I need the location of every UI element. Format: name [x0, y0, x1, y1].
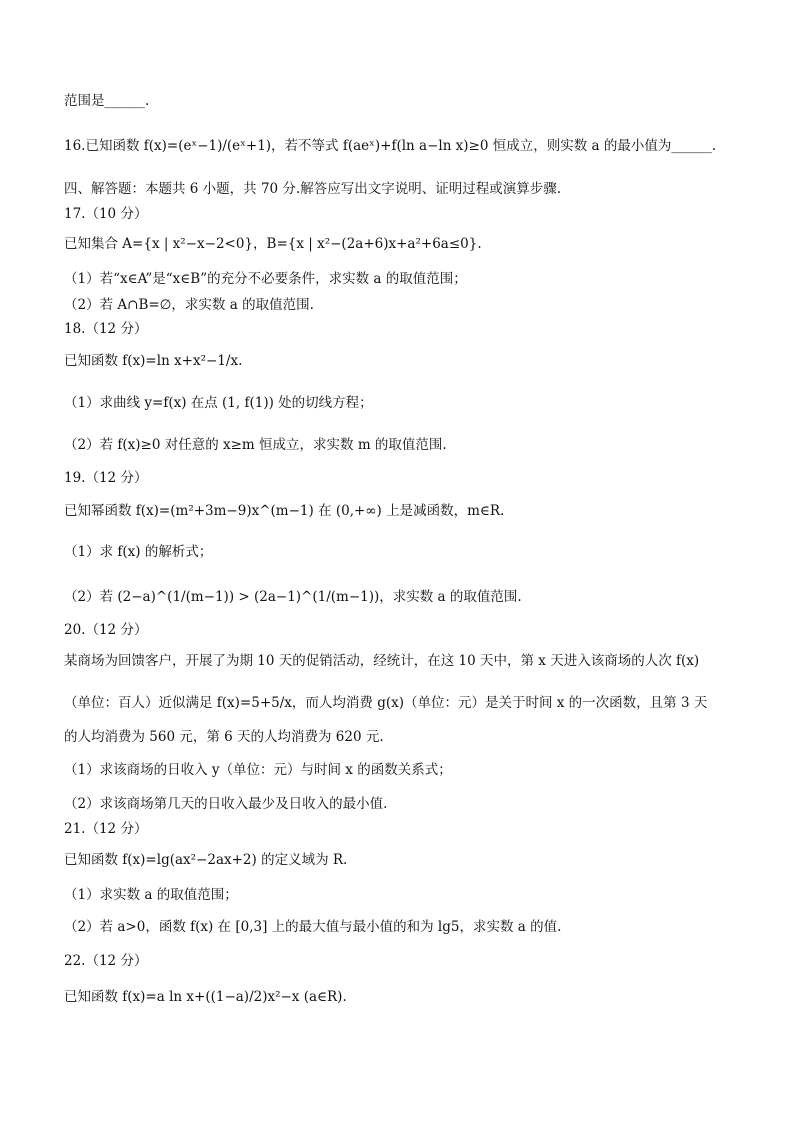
- text-line: （单位：百人）近似满足 f(x)=5+5/x，而人均消费 g(x)（单位：元）是关于时间 x 的一次函数，且第 3 天: [64, 695, 708, 711]
- text-line: 已知函数 f(x)=ln x+x²−1/x.: [64, 353, 243, 369]
- text-line: （1）若“x∈A”是“x∈B”的充分不必要条件，求实数 a 的取值范围；: [64, 271, 467, 287]
- problem-header: 17.（10 分）: [64, 206, 148, 222]
- problem-header: 20.（12 分）: [64, 622, 148, 638]
- text-line: （1）求 f(x) 的解析式；: [64, 544, 213, 560]
- text-line: （1）求该商场的日收入 y（单位：元）与时间 x 的函数关系式；: [64, 762, 452, 778]
- problem-16: 16.已知函数 f(x)=(eˣ−1)/(eˣ+1)，若不等式 f(aeˣ)+f(ln a−ln x)≥0 恒成立，则实数 a 的最小值为______.: [64, 138, 717, 154]
- text-line: （2）若 f(x)≥0 对任意的 x≥m 恒成立，求实数 m 的取值范围.: [64, 437, 447, 453]
- section-heading: 四、解答题：本题共 6 小题，共 70 分.解答应写出文字说明、证明过程或演算步骤.: [64, 181, 562, 197]
- text-line: 已知函数 f(x)=lg(ax²−2ax+2) 的定义域为 R.: [64, 852, 348, 868]
- text-line: 的人均消费为 560 元，第 6 天的人均消费为 620 元.: [64, 729, 384, 745]
- text-line: （1）求曲线 y=f(x) 在点 (1, f(1)) 处的切线方程；: [64, 395, 373, 411]
- text-line: 已知函数 f(x)=a ln x+((1−a)/2)x²−x (a∈R).: [64, 989, 347, 1005]
- problem-header: 19.（12 分）: [64, 470, 148, 486]
- text-line: 某商场为回馈客户，开展了为期 10 天的促销活动，经统计，在这 10 天中，第 x 天进入该商场的人次 f(x): [64, 653, 700, 669]
- text-line: 已知幂函数 f(x)=(m²+3m−9)x^(m−1) 在 (0,+∞) 上是减函数，m∈R.: [64, 503, 505, 519]
- text-line: （1）求实数 a 的取值范围；: [64, 887, 238, 903]
- text-line: （2）若 A∩B=∅，求实数 a 的取值范围.: [64, 297, 314, 313]
- text-line: （2）若 a>0，函数 f(x) 在 [0,3] 上的最大值与最小值的和为 lg5，求实数 a 的值.: [64, 919, 562, 935]
- problem-header: 21.（12 分）: [64, 821, 148, 837]
- text-line: 范围是______.: [64, 93, 150, 109]
- problem-header: 22.（12 分）: [64, 953, 148, 969]
- text-line: （2）若 (2−a)^(1/(m−1)) > (2a−1)^(1/(m−1))，求实数 a 的取值范围.: [64, 589, 522, 605]
- problem-header: 18.（12 分）: [64, 321, 148, 337]
- text-line: （2）求该商场第几天的日收入最少及日收入的最小值.: [64, 796, 388, 812]
- text-line: 已知集合 A={x | x²−x−2<0}，B={x | x²−(2a+6)x+a²+6a≤0}.: [64, 236, 482, 252]
